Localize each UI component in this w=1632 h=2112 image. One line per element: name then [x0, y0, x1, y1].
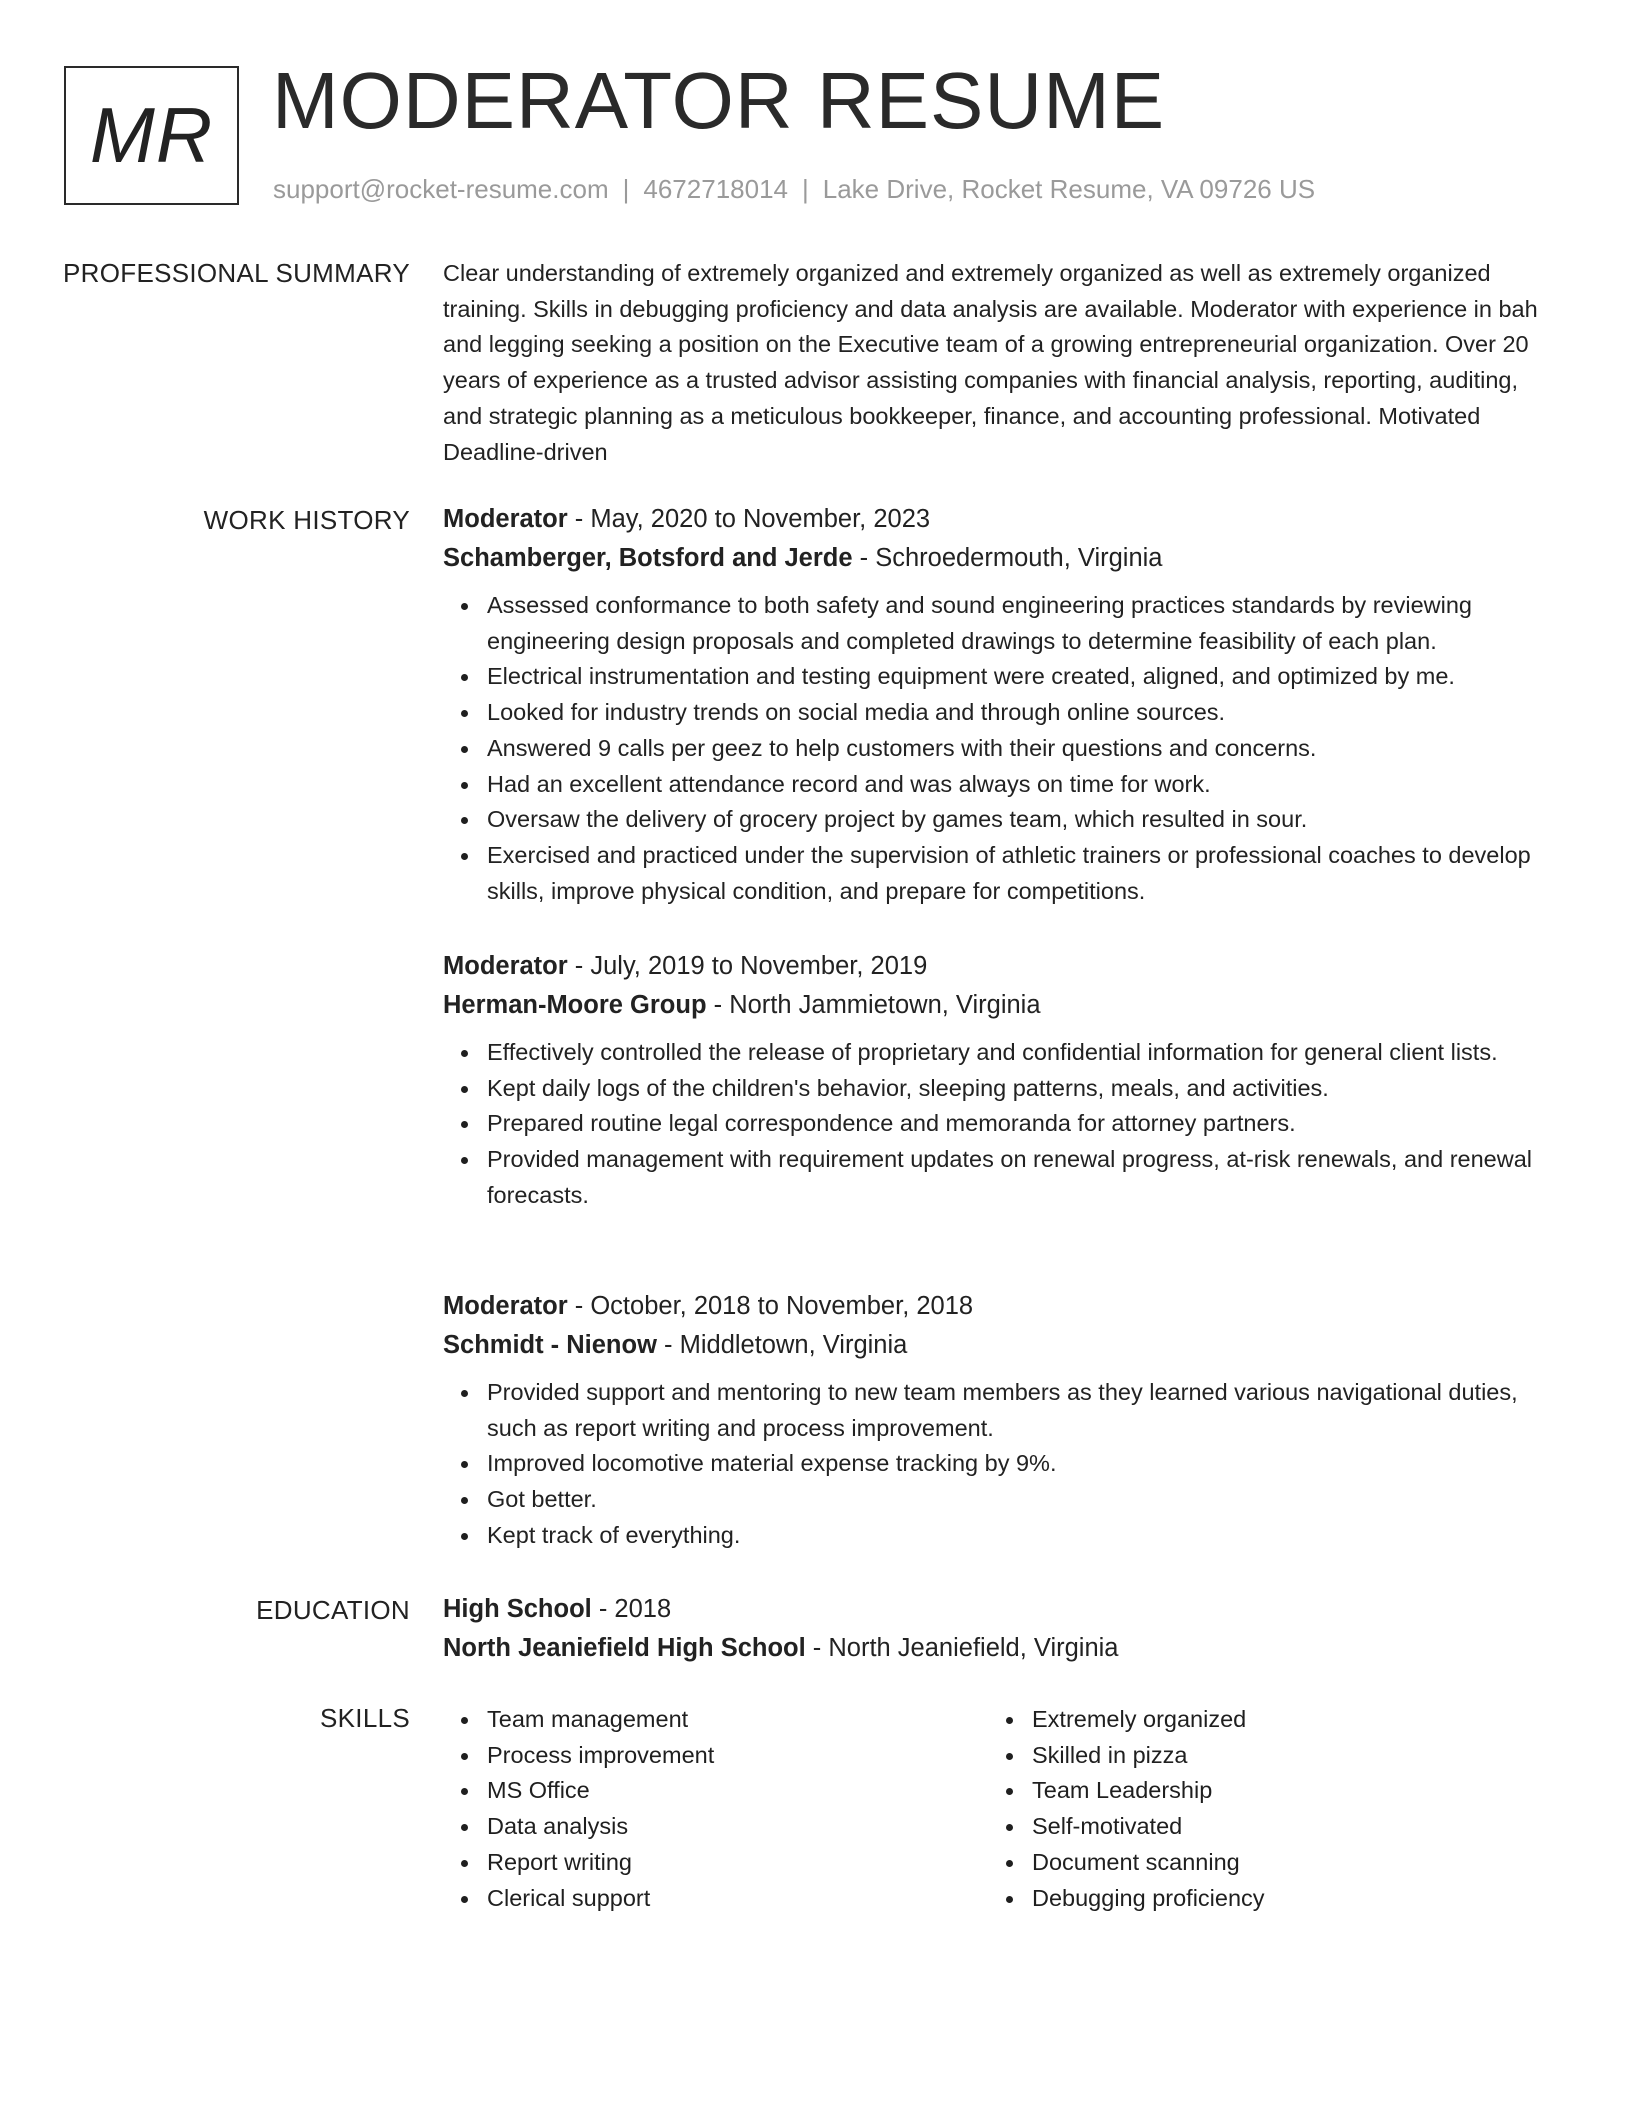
skill-item: Extremely organized — [988, 1702, 1265, 1738]
contact-address: Lake Drive, Rocket Resume, VA 09726 US — [822, 174, 1316, 204]
skill-item: MS Office — [443, 1773, 714, 1809]
section-label-skills: SKILLS — [320, 1703, 410, 1733]
monogram-text: MR — [89, 91, 214, 179]
job-entry — [443, 500, 1553, 909]
job-location: - North Jammietown, Virginia — [706, 991, 1041, 1019]
job-title-line — [443, 947, 1553, 986]
job-bullet: Provided management with requirement updates on renewal progress, at-risk renewals, and renewal forecasts. — [487, 1142, 1553, 1213]
job-bullet: Answered 9 calls per geez to help customers with their questions and concerns. — [487, 731, 1553, 767]
job-location: - Schroedermouth, Virginia — [852, 544, 1163, 572]
resume-title: MODERATOR RESUME — [272, 56, 1166, 145]
skill-item: Report writing — [443, 1845, 714, 1881]
job-bullet: Had an excellent attendance record and was always on time for work. — [487, 767, 1553, 803]
skill-item: Data analysis — [443, 1809, 714, 1845]
job-bullets — [443, 1035, 1553, 1214]
section-label-education: EDUCATION — [256, 1595, 410, 1625]
skill-item: Process improvement — [443, 1738, 714, 1774]
contact-phone[interactable]: 4672718014 — [643, 174, 788, 204]
skill-item: Team Leadership — [988, 1773, 1265, 1809]
education-entry — [443, 1590, 1553, 1668]
job-company-line — [443, 539, 1553, 578]
job-bullet: Improved locomotive material expense tracking by 9%. — [487, 1446, 1553, 1482]
skill-item: Skilled in pizza — [988, 1738, 1265, 1774]
job-bullet: Oversaw the delivery of grocery project by games team, which resulted in sour. — [487, 802, 1553, 838]
job-title: Moderator — [443, 505, 568, 533]
job-title-line — [443, 1287, 1553, 1326]
job-dates: - July, 2019 to November, 2019 — [567, 952, 928, 980]
skill-item: Debugging proficiency — [988, 1881, 1265, 1917]
skills-list-right — [988, 1702, 1265, 1916]
section-label-work-history: WORK HISTORY — [203, 505, 410, 535]
job-company-line — [443, 986, 1553, 1025]
job-bullets — [443, 1375, 1553, 1554]
job-bullet: Effectively controlled the release of proprietary and confidential information for general client lists. — [487, 1035, 1553, 1071]
job-entry — [443, 1287, 1553, 1554]
job-entry — [443, 947, 1553, 1214]
job-bullet: Looked for industry trends on social media and through online sources. — [487, 695, 1553, 731]
section-label-summary: PROFESSIONAL SUMMARY — [63, 258, 410, 288]
job-company-line — [443, 1326, 1553, 1365]
education-school-line — [443, 1629, 1553, 1668]
job-bullet: Provided support and mentoring to new team members as they learned various navigational duties, such as report writing and process improvement. — [487, 1375, 1553, 1446]
job-dates: - May, 2020 to November, 2023 — [567, 505, 931, 533]
job-bullet: Got better. — [487, 1482, 1553, 1518]
skill-item: Document scanning — [988, 1845, 1265, 1881]
education-year: - 2018 — [591, 1595, 672, 1623]
education-school: North Jeaniefield High School — [443, 1634, 806, 1662]
job-bullet: Exercised and practiced under the supervision of athletic trainers or professional coaches to develop skills, improve physical condition, and prepare for competitions. — [487, 838, 1553, 909]
job-bullet: Kept track of everything. — [487, 1518, 1553, 1554]
job-location: - Middletown, Virginia — [656, 1331, 908, 1359]
job-title: Moderator — [443, 1292, 568, 1320]
contact-separator: | — [622, 174, 630, 204]
skill-item: Clerical support — [443, 1881, 714, 1917]
job-title-line — [443, 500, 1553, 539]
job-bullet: Electrical instrumentation and testing equipment were created, aligned, and optimized by me. — [487, 659, 1553, 695]
job-title: Moderator — [443, 952, 568, 980]
job-company: Herman-Moore Group — [443, 991, 707, 1019]
job-company: Schamberger, Botsford and Jerde — [443, 544, 853, 572]
education-degree: High School — [443, 1595, 592, 1623]
contact-separator: | — [802, 174, 809, 204]
skill-item: Self-motivated — [988, 1809, 1265, 1845]
job-bullet: Assessed conformance to both safety and sound engineering practices standards by reviewing engineering design proposals and completed drawings to determine feasibility of each plan. — [487, 588, 1553, 659]
job-bullets — [443, 588, 1553, 909]
job-bullet: Kept daily logs of the children's behavior, sleeping patterns, meals, and activities. — [487, 1071, 1553, 1107]
monogram-logo — [64, 66, 239, 205]
contact-email[interactable]: support@rocket-resume.com — [273, 174, 609, 204]
job-company: Schmidt - Nienow — [443, 1331, 657, 1359]
skills-list-left — [443, 1702, 714, 1916]
education-location: - North Jeaniefield, Virginia — [805, 1634, 1119, 1662]
education-degree-line — [443, 1590, 1553, 1629]
contact-line — [273, 172, 1315, 206]
job-dates: - October, 2018 to November, 2018 — [567, 1292, 974, 1320]
job-bullet: Prepared routine legal correspondence and memoranda for attorney partners. — [487, 1106, 1553, 1142]
skill-item: Team management — [443, 1702, 714, 1738]
summary-text: Clear understanding of extremely organized and extremely organized as well as extremely organized training. Skills in debugging proficiency and data analysis are available. Moderator with experience in bah and legging seeking a position on the Executive team of a growing entrepreneurial organization. Over 20 years of experience as a trusted advisor assisting companies with financial analysis, reporting, auditing, and strategic planning as a meticulous bookkeeper, finance, and accounting professional. Motivated Deadline-driven — [443, 260, 1538, 465]
